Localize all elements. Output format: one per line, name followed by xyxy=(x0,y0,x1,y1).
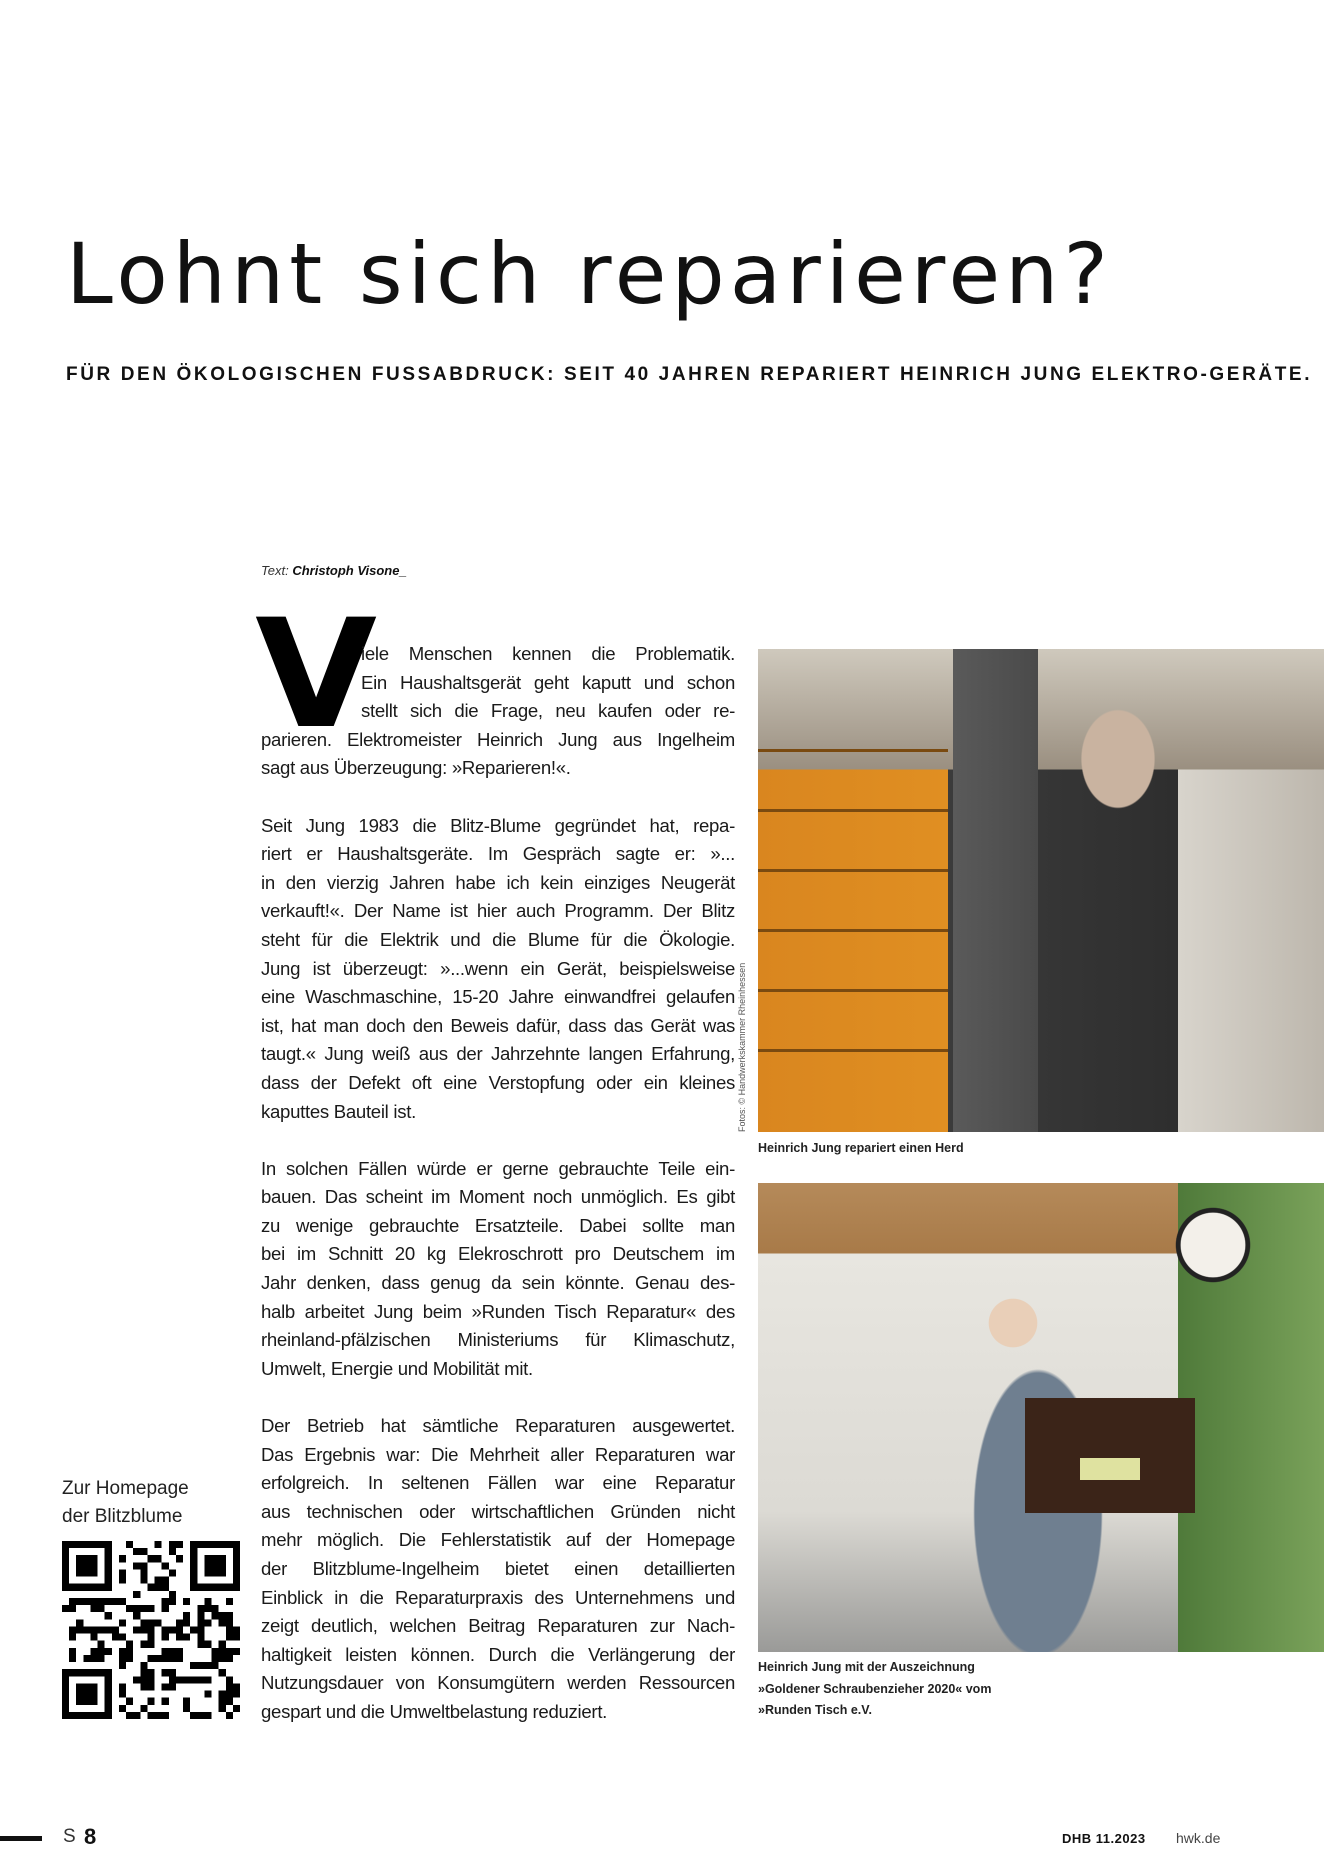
qr-module xyxy=(90,1634,97,1641)
byline xyxy=(261,563,407,578)
qr-module xyxy=(226,1634,233,1641)
photo-caption-2 xyxy=(758,1657,991,1722)
qr-module xyxy=(147,1619,154,1626)
qr-module xyxy=(204,1691,211,1698)
qr-module xyxy=(162,1577,169,1584)
qr-module xyxy=(119,1662,126,1669)
qr-module xyxy=(226,1676,233,1683)
qr-module xyxy=(169,1541,176,1548)
text-line: kaputtes Bauteil ist. xyxy=(261,1100,416,1122)
qr-module xyxy=(169,1548,176,1555)
qr-module xyxy=(169,1669,176,1676)
photo-repairing-stove xyxy=(758,649,1324,1132)
qr-module xyxy=(119,1619,126,1626)
qr-module xyxy=(169,1591,176,1598)
text-line: der Blitzblume-Ingelheim bietet einen detaillierten xyxy=(261,1558,735,1579)
qr-module xyxy=(147,1698,154,1705)
text-line: erfolgreich. In seltenen Fällen war eine Reparatur xyxy=(261,1472,735,1494)
issue-label: DHB 11.2023 xyxy=(1062,1831,1146,1846)
qr-module xyxy=(212,1655,219,1662)
qr-module xyxy=(69,1605,76,1612)
qr-module xyxy=(226,1648,233,1655)
qr-module xyxy=(140,1626,147,1633)
qr-module xyxy=(76,1598,83,1605)
qr-module xyxy=(204,1662,211,1669)
qr-module xyxy=(204,1605,211,1612)
text-line: Das Ergebnis war: Die Mehrheit aller Reparaturen war xyxy=(261,1443,735,1465)
qr-module xyxy=(226,1598,233,1605)
qr-module xyxy=(176,1676,183,1683)
qr-module xyxy=(62,1605,69,1612)
qr-module xyxy=(90,1626,97,1633)
qr-module xyxy=(183,1634,190,1641)
subtitle: FÜR DEN ÖKOLOGISCHEN FUSSABDRUCK: SEIT 40 JAHREN REPARIERT HEINRICH JUNG ELEKTRO-GERÄTE. xyxy=(66,364,1313,385)
article-body xyxy=(261,640,735,1755)
qr-module xyxy=(155,1655,162,1662)
qr-module xyxy=(155,1584,162,1591)
qr-module xyxy=(140,1676,147,1683)
qr-module xyxy=(162,1683,169,1690)
text-line: sagt aus Überzeugung: »Reparieren!«. xyxy=(261,757,571,779)
qr-module xyxy=(98,1598,105,1605)
qr-label-line: der Blitzblume xyxy=(62,1506,183,1527)
qr-module xyxy=(176,1619,183,1626)
qr-module xyxy=(69,1634,76,1641)
qr-module xyxy=(119,1691,126,1698)
qr-module xyxy=(169,1626,176,1633)
byline-label: Text: xyxy=(261,563,289,578)
qr-module xyxy=(147,1641,154,1648)
qr-module xyxy=(197,1605,204,1612)
qr-module xyxy=(112,1634,119,1641)
qr-module xyxy=(219,1648,226,1655)
qr-module xyxy=(212,1612,219,1619)
qr-module xyxy=(119,1569,126,1576)
qr-module xyxy=(233,1648,240,1655)
text-line: In solchen Fällen würde er gerne gebrauchte Teile ein- xyxy=(261,1157,735,1179)
qr-module xyxy=(233,1626,240,1633)
page-title: Lohnt sich reparieren? xyxy=(66,225,1113,323)
qr-module xyxy=(233,1705,240,1712)
qr-module xyxy=(155,1577,162,1584)
qr-module xyxy=(140,1662,147,1669)
qr-module xyxy=(119,1598,126,1605)
qr-module xyxy=(105,1626,112,1633)
qr-module xyxy=(226,1712,233,1719)
qr-module xyxy=(133,1548,140,1555)
qr-module xyxy=(226,1619,233,1626)
qr-module xyxy=(98,1605,105,1612)
qr-module xyxy=(197,1619,204,1626)
qr-module xyxy=(176,1634,183,1641)
caption-line: »Goldener Schraubenzieher 2020« vom xyxy=(758,1681,992,1696)
qr-module xyxy=(126,1648,133,1655)
qr-module xyxy=(155,1619,162,1626)
text-line: in den vierzig Jahren habe ich kein einziges Neugerät xyxy=(261,871,735,893)
qr-module xyxy=(98,1626,105,1633)
qr-module xyxy=(212,1648,219,1655)
qr-module xyxy=(119,1555,126,1562)
text-line: aus technischen oder wirtschaftlichen Gründen nicht xyxy=(261,1500,735,1522)
qr-module xyxy=(169,1648,176,1655)
qr-module xyxy=(147,1555,154,1562)
qr-module xyxy=(169,1569,176,1576)
qr-module xyxy=(140,1641,147,1648)
qr-module xyxy=(126,1541,133,1548)
qr-module xyxy=(126,1641,133,1648)
text-line: ist, hat man doch den Beweis dafür, dass das Gerät was xyxy=(261,1014,735,1036)
page-prefix: S xyxy=(63,1826,76,1847)
photo-credit: Fotos: © Handwerkskammer Rheinhessen xyxy=(737,962,747,1132)
qr-module xyxy=(162,1669,169,1676)
qr-module xyxy=(126,1712,133,1719)
text-line: bei im Schnitt 20 kg Elekroschrott pro Deutschem im xyxy=(261,1243,735,1265)
qr-module xyxy=(83,1655,90,1662)
qr-module xyxy=(219,1691,226,1698)
text-line: Jung ist überzeugt: »...wenn ein Gerät, beispielsweise xyxy=(261,957,735,979)
qr-module xyxy=(226,1691,233,1698)
text-line: zu wenige gebrauchte Ersatzteile. Dabei sollte man xyxy=(261,1214,735,1236)
qr-module xyxy=(226,1683,233,1690)
paragraph xyxy=(261,812,735,1127)
qr-module xyxy=(197,1626,204,1633)
drop-cap: V xyxy=(255,588,377,762)
text-line: Jahr denken, dass genug da sein könnte. Genau des- xyxy=(261,1272,735,1294)
qr-module xyxy=(119,1648,126,1655)
qr-module xyxy=(133,1562,140,1569)
qr-module xyxy=(83,1626,90,1633)
text-line: taugt.« Jung weiß aus der Jahrzehnte langen Erfahrung, xyxy=(261,1043,735,1065)
qr-module xyxy=(147,1584,154,1591)
text-line: eine Waschmaschine, 15-20 Jahre einwandfrei gelaufen xyxy=(261,986,735,1008)
qr-module xyxy=(147,1669,154,1676)
qr-module xyxy=(119,1634,126,1641)
qr-module xyxy=(197,1641,204,1648)
qr-module xyxy=(169,1598,176,1605)
qr-module xyxy=(219,1669,226,1676)
qr-module xyxy=(105,1648,112,1655)
page-number: 8 xyxy=(84,1824,97,1849)
text-line: bauen. Das scheint im Moment noch unmöglich. Es gibt xyxy=(261,1186,735,1208)
qr-module xyxy=(176,1655,183,1662)
qr-module xyxy=(183,1676,190,1683)
qr-module xyxy=(147,1655,154,1662)
qr-module xyxy=(133,1591,140,1598)
text-line: dass der Defekt oft eine Verstopfung oder ein kleines xyxy=(261,1071,735,1093)
qr-module xyxy=(176,1648,183,1655)
qr-module xyxy=(133,1712,140,1719)
qr-module xyxy=(176,1626,183,1633)
qr-module xyxy=(162,1712,169,1719)
qr-module xyxy=(140,1577,147,1584)
text-line: haltigkeit leisten können. Durch die Verlängerung der xyxy=(261,1643,735,1665)
qr-module xyxy=(140,1562,147,1569)
text-line: Der Betrieb hat sämtliche Reparaturen ausgewertet. xyxy=(261,1415,735,1437)
text-line: riert er Haushaltsgeräte. Im Gespräch sagte er: »... xyxy=(261,843,735,865)
qr-module xyxy=(69,1648,76,1655)
qr-module xyxy=(212,1662,219,1669)
text-line: iele Menschen kennen die Problematik. xyxy=(361,643,735,664)
qr-module xyxy=(90,1655,97,1662)
text-line: stellt sich die Frage, neu kaufen oder re- xyxy=(361,700,735,722)
photo-award xyxy=(758,1183,1324,1652)
qr-module xyxy=(226,1698,233,1705)
qr-module xyxy=(155,1541,162,1548)
qr-module xyxy=(69,1598,76,1605)
qr-module xyxy=(190,1712,197,1719)
qr-module xyxy=(90,1648,97,1655)
text-line: Ein Haushaltsgerät geht kaputt und schon xyxy=(361,671,735,693)
qr-code[interactable] xyxy=(62,1541,240,1719)
site-link[interactable]: hwk.de xyxy=(1176,1830,1221,1846)
text-line: Seit Jung 1983 die Blitz-Blume gegründet hat, repa- xyxy=(261,814,735,836)
text-line: Umwelt, Energie und Mobilität mit. xyxy=(261,1357,533,1379)
qr-label-line: Zur Homepage xyxy=(62,1478,189,1499)
qr-module xyxy=(233,1683,240,1690)
qr-module xyxy=(204,1712,211,1719)
qr-module xyxy=(69,1655,76,1662)
qr-module xyxy=(133,1605,140,1612)
text-line: rheinland-pfälzischen Ministeriums für Klimaschutz, xyxy=(261,1329,735,1351)
qr-module xyxy=(219,1619,226,1626)
qr-module xyxy=(119,1577,126,1584)
qr-module xyxy=(147,1605,154,1612)
caption-line: »Runden Tisch e.V. xyxy=(758,1703,872,1717)
qr-module xyxy=(162,1598,169,1605)
text-line: Einblick in die Reparaturpraxis des Unternehmens und xyxy=(261,1586,735,1608)
qr-module xyxy=(90,1598,97,1605)
text-line: halb arbeitet Jung beim »Runden Tisch Reparatur« des xyxy=(261,1300,735,1322)
paragraph xyxy=(261,1155,735,1384)
qr-module xyxy=(197,1712,204,1719)
qr-module xyxy=(83,1598,90,1605)
qr-module xyxy=(204,1619,211,1626)
qr-module xyxy=(183,1619,190,1626)
qr-module xyxy=(162,1562,169,1569)
text-line: steht für die Elektrik und die Blume für die Ökologie. xyxy=(261,928,735,950)
qr-module xyxy=(98,1648,105,1655)
qr-module xyxy=(90,1605,97,1612)
qr-module xyxy=(140,1619,147,1626)
qr-module xyxy=(147,1676,154,1683)
qr-module xyxy=(98,1655,105,1662)
qr-module xyxy=(190,1676,197,1683)
qr-module xyxy=(219,1612,226,1619)
qr-module xyxy=(162,1698,169,1705)
qr-module xyxy=(183,1698,190,1705)
qr-module xyxy=(112,1626,119,1633)
text-line: mehr möglich. Die Fehlerstatistik auf der Homepage xyxy=(261,1529,735,1551)
qr-module xyxy=(226,1612,233,1619)
qr-module xyxy=(155,1555,162,1562)
qr-module xyxy=(204,1641,211,1648)
qr-module xyxy=(162,1584,169,1591)
text-line: parieren. Elektromeister Heinrich Jung aus Ingelheim xyxy=(261,728,735,750)
qr-module xyxy=(133,1626,140,1633)
qr-module xyxy=(133,1676,140,1683)
qr-module xyxy=(140,1569,147,1576)
qr-module xyxy=(176,1541,183,1548)
qr-module xyxy=(190,1662,197,1669)
qr-module xyxy=(147,1712,154,1719)
qr-module xyxy=(162,1648,169,1655)
qr-module xyxy=(204,1598,211,1605)
qr-module xyxy=(233,1634,240,1641)
qr-module xyxy=(183,1705,190,1712)
qr-module xyxy=(119,1655,126,1662)
award-plaque xyxy=(1025,1398,1195,1513)
qr-module xyxy=(190,1626,197,1633)
byline-author: Christoph Visone_ xyxy=(292,563,407,578)
qr-module xyxy=(147,1626,154,1633)
qr-module xyxy=(105,1598,112,1605)
qr-module xyxy=(169,1683,176,1690)
qr-module xyxy=(162,1655,169,1662)
qr-module xyxy=(98,1641,105,1648)
qr-module xyxy=(219,1705,226,1712)
qr-module xyxy=(76,1626,83,1633)
qr-module xyxy=(133,1612,140,1619)
qr-module xyxy=(147,1683,154,1690)
qr-module xyxy=(183,1612,190,1619)
qr-module xyxy=(226,1626,233,1633)
qr-module xyxy=(204,1676,211,1683)
qr-module xyxy=(140,1683,147,1690)
qr-module xyxy=(69,1626,76,1633)
qr-module xyxy=(162,1634,169,1641)
qr-module xyxy=(126,1605,133,1612)
qr-module xyxy=(76,1619,83,1626)
text-line: zeigt deutlich, welchen Beitrag Reparaturen zur Nach- xyxy=(261,1615,735,1637)
qr-module xyxy=(226,1655,233,1662)
qr-module xyxy=(219,1655,226,1662)
text-line: gespart und die Umweltbelastung reduziert. xyxy=(261,1700,608,1722)
qr-module xyxy=(169,1676,176,1683)
qr-module xyxy=(119,1683,126,1690)
qr-module xyxy=(197,1662,204,1669)
paragraph xyxy=(261,640,735,783)
qr-module xyxy=(140,1705,147,1712)
text-line: verkauft!«. Der Name ist hier auch Programm. Der Blitz xyxy=(261,900,735,922)
qr-module xyxy=(119,1705,126,1712)
qr-module xyxy=(105,1612,112,1619)
qr-module xyxy=(112,1598,119,1605)
photo-caption-1: Heinrich Jung repariert einen Herd xyxy=(758,1141,964,1155)
paragraph xyxy=(261,1412,735,1727)
qr-label xyxy=(62,1475,189,1531)
qr-module xyxy=(197,1676,204,1683)
qr-module xyxy=(126,1655,133,1662)
footer-rule xyxy=(0,1836,42,1841)
qr-module xyxy=(162,1605,169,1612)
qr-module xyxy=(212,1605,219,1612)
qr-module xyxy=(219,1641,226,1648)
qr-module xyxy=(140,1548,147,1555)
qr-module xyxy=(162,1626,169,1633)
qr-module xyxy=(233,1691,240,1698)
qr-module xyxy=(147,1634,154,1641)
qr-module xyxy=(155,1712,162,1719)
qr-module xyxy=(169,1655,176,1662)
qr-module xyxy=(126,1698,133,1705)
qr-module xyxy=(140,1605,147,1612)
text-line: Nutzungsdauer von Konsumgütern werden Ressourcen xyxy=(261,1672,735,1694)
caption-line: Heinrich Jung mit der Auszeichnung xyxy=(758,1660,975,1674)
qr-module xyxy=(183,1598,190,1605)
qr-module xyxy=(219,1698,226,1705)
qr-module xyxy=(197,1634,204,1641)
qr-module xyxy=(197,1612,204,1619)
qr-module xyxy=(176,1555,183,1562)
qr-module xyxy=(140,1669,147,1676)
